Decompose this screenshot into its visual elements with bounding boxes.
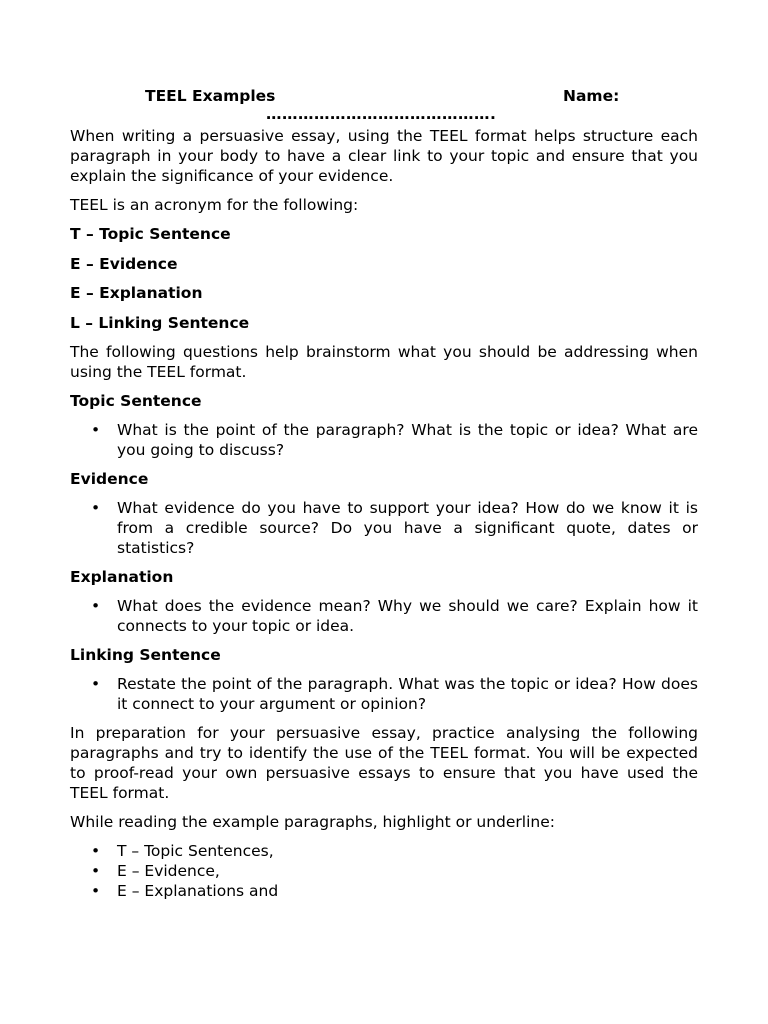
list-item (70, 841, 698, 861)
section-list-explanation (70, 596, 698, 636)
name-label: Name: (563, 87, 620, 105)
acronym-intro: TEEL is an acronym for the following: (70, 196, 359, 214)
section-list-evidence (70, 498, 698, 558)
acronym-t: T – Topic Sentence (70, 225, 231, 243)
section-list-topic-sentence (70, 420, 698, 460)
list-item-text: What evidence do you have to support your idea? How do we know it is from a credible source? Do you have a significant quote, dates or statistics? (117, 499, 698, 558)
list-item (70, 861, 698, 881)
section-title-linking-sentence: Linking Sentence (70, 646, 221, 665)
bullet-icon: • (91, 882, 101, 901)
document-title: TEEL Examples (145, 87, 276, 105)
document-page (70, 86, 698, 910)
section-title-explanation: Explanation (70, 568, 174, 587)
list-item-text: E – Evidence, (117, 862, 220, 881)
bullet-icon: • (91, 499, 101, 518)
section-list-linking-sentence (70, 674, 698, 714)
list-item-text: Restate the point of the paragraph. What was the topic or idea? How does it connect to your argument or opinion? (117, 675, 698, 714)
list-item (70, 881, 698, 901)
intro-paragraph: When writing a persuasive essay, using the TEEL format helps structure each paragraph in your body to have a clear link to your topic and ensure that you explain the significance of your evidence. (70, 127, 698, 185)
list-item (70, 674, 698, 714)
name-blank-line: ……………………………………. (266, 105, 497, 123)
practice-paragraph: In preparation for your persuasive essay, practice analysing the following paragraphs and try to identify the use of the TEEL format. You will be expected to proof-read your own persuasive essays to ensure that you have used the TEEL format. (70, 724, 698, 803)
list-item (70, 420, 698, 460)
list-item-text: E – Explanations and (117, 882, 279, 901)
list-item-text: T – Topic Sentences, (117, 842, 274, 861)
acronym-e-explanation: E – Explanation (70, 284, 203, 303)
bullet-icon: • (91, 421, 101, 440)
practice-list (70, 841, 698, 901)
questions-intro: The following questions help brainstorm what you should be addressing when using the TEEL format. (70, 343, 698, 382)
list-item-text: What does the evidence mean? Why we should we care? Explain how it connects to your topic or idea. (117, 597, 698, 636)
section-title-topic-sentence: Topic Sentence (70, 392, 202, 411)
acronym-l: L – Linking Sentence (70, 313, 250, 332)
bullet-icon: • (91, 862, 101, 881)
section-title-evidence: Evidence (70, 470, 149, 489)
bullet-icon: • (91, 597, 101, 616)
document-header (70, 86, 698, 126)
list-item-text: What is the point of the paragraph? What is the topic or idea? What are you going to discuss? (117, 421, 698, 460)
list-item (70, 498, 698, 558)
list-item (70, 596, 698, 636)
acronym-e-evidence: E – Evidence (70, 254, 178, 273)
bullet-icon: • (91, 842, 101, 861)
bullet-icon: • (91, 675, 101, 694)
practice-instruction: While reading the example paragraphs, highlight or underline: (70, 813, 555, 832)
